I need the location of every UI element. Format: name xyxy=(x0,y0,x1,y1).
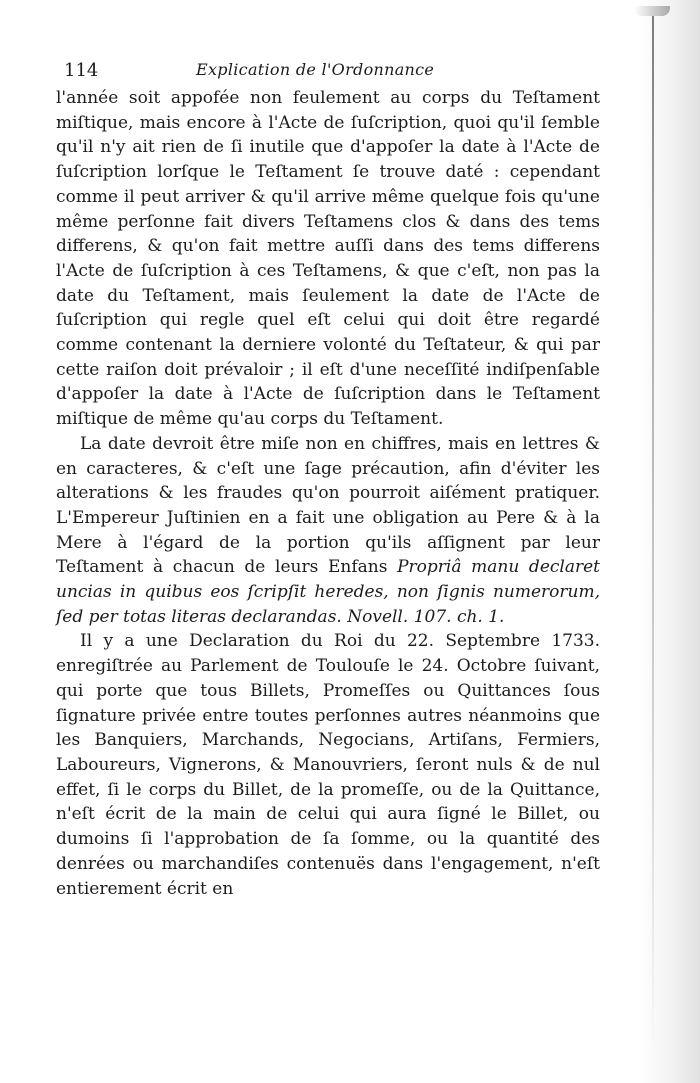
novella-reference: 107. ch. 1. xyxy=(413,606,505,627)
latin-quotation: Propriâ manu declaret uncias in quibus eos ſcripſit heredes, non ſignis numerorum, ſed per totas literas declarandas. Novell. xyxy=(56,557,600,627)
paragraph-2-text: La date devroit être miſe non en chiffres, mais en lettres & en caracteres, & c'eſt une ſage précaution, afin d'éviter les alterations & les fraudes qu'on pourroit aiſément pratiquer. L'Empereur Juſtinien en a fait une obligation au Pere & à la Mere à l'égard de la portion qu'ils aſſignent par leur Teſtament à chacun de leurs Enfans xyxy=(56,433,600,578)
book-page xyxy=(56,60,600,901)
paragraph-1: l'année soit appofée non feulement au corps du Teſtament miſtique, mais encore à l'Acte de ſuſcription, quoi qu'il ſemble qu'il n'y ait rien de ſi inutile que d'appoſer la date à l'Acte de ſuſcription lorſque le Teſtament ſe trouve daté : cependant comme il peut arriver & qu'il arrive même quelque fois qu'une même perſonne fait divers Teſtamens clos & dans des tems differens, & qu'on fait mettre auſſi dans des tems differens l'Acte de ſuſcription à ces Teſtamens, & que c'eſt, non pas la date du Teſtament, mais ſeulement la date de l'Acte de ſuſcription qui regle quel eſt celui qui doit être regardé comme contenant la derniere volonté du Teſtateur, & qui par cette raiſon doit prévaloir ; il eſt d'une neceſſité indiſpenſable d'appoſer la date à l'Acte de ſuſcription dans le Teſtament miſtique de même qu'au corps du Teſtament. xyxy=(56,88,600,430)
paragraph-3: Il y a une Declaration du Roi du 22. Septembre 1733. enregiſtrée au Parlement de Toulouſe le 24. Octobre ſuivant, qui porte que tous Billets, Promeſſes ou Quittances ſous ſignature privée entre toutes perſonnes autres néanmoins que les Banquiers, Marchands, Negocians, Artiſans, Fermiers, Laboureurs, Vignerons, & Manouvriers, ſeront nuls & de nul effet, ſi le corps du Billet, de la promeſſe, ou de la Quittance, n'eſt écrit de la main de celui qui aura ſigné le Billet, ou dumoins ſi l'approbation de ſa ſomme, ou la quantité des denrées ou marchandiſes contenuës dans l'engagement, n'eſt entierement écrit en xyxy=(56,631,600,899)
body-text xyxy=(56,86,600,901)
page-fold-tip xyxy=(634,6,670,16)
paragraph-2 xyxy=(56,432,600,630)
page-edge-shadow xyxy=(638,0,700,1083)
page-number: 114 xyxy=(64,60,99,81)
running-title: Explication de l'Ordonnance xyxy=(196,60,435,79)
page-fold-line xyxy=(652,16,654,1056)
running-head xyxy=(56,60,600,86)
